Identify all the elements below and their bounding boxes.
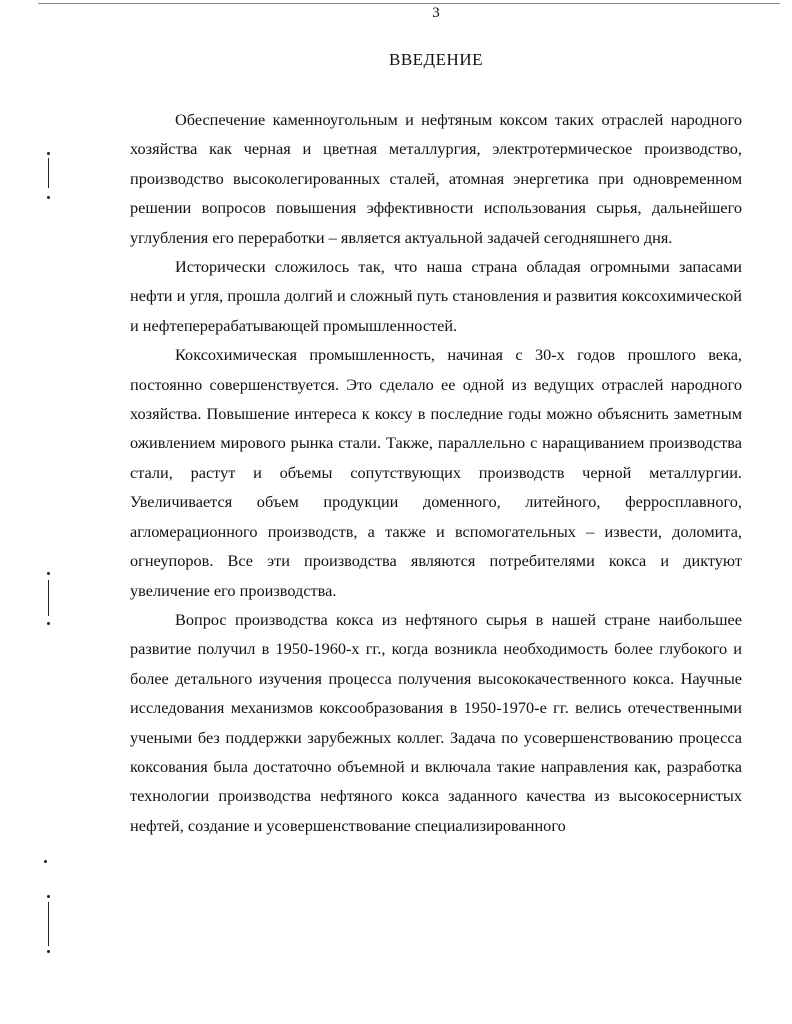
paragraph-2: Исторически сложилось так, что наша страна обладая огромными запасами нефти и угля, прошла долгий и сложный путь становления и развития коксохимической и нефтеперерабатывающей промышленностей. xyxy=(130,257,742,335)
margin-mark-dot xyxy=(44,860,47,863)
margin-mark-dot xyxy=(47,572,50,575)
margin-mark-line xyxy=(48,580,49,616)
margin-mark-dot xyxy=(47,950,50,953)
margin-mark-line xyxy=(48,158,49,188)
page-heading: ВВЕДЕНИЕ xyxy=(389,50,483,69)
body-text xyxy=(130,105,742,840)
paragraph-3: Коксохимическая промышленность, начиная с 30-х годов прошлого века, постоянно совершенствуется. Это сделало ее одной из ведущих отраслей народного хозяйства. Повышение интереса к коксу в последние годы можно объяснить заметным оживлением мирового рынка стали. Также, параллельно с наращиванием производства стали, растут и объемы сопутствующих производств черной металлургии. Увеличивается объем продукции доменного, литейного, ферросплавного, агломерационного производств, а также и вспомогательных – извести, доломита, огнеупоров. Все эти производства являются потребителями кокса и диктуют увеличение его производства. xyxy=(130,345,742,600)
paragraph-1: Обеспечение каменноугольным и нефтяным коксом таких отраслей народного хозяйства как черная и цветная металлургия, электротермическое производство, производство высоколегированных сталей, атомная энергетика при одновременном решении вопросов повышения эффективности использования сырья, дальнейшего углубления его переработки – является актуальной задачей сегодняшнего дня. xyxy=(130,110,742,247)
margin-mark-dot xyxy=(47,152,50,155)
margin-mark-line xyxy=(48,902,49,946)
margin-mark-dot xyxy=(47,196,50,199)
margin-mark-dot xyxy=(47,895,50,898)
margin-mark-dot xyxy=(47,622,50,625)
page-number: 3 xyxy=(432,5,440,21)
paragraph-4: Вопрос производства кокса из нефтяного сырья в нашей стране наибольшее развитие получил в 1950-1960-х гг., когда возникла необходимость более глубокого и более детального изучения процесса получения высококачественного кокса. Научные исследования механизмов коксообразования в 1950-1970-е гг. велись отечественными учеными без поддержки зарубежных коллег. Задача по усовершенствованию процесса коксования была достаточно объемной и включала такие направления как, разработка технологии производства нефтяного кокса заданного качества из высокосернистых нефтей, создание и усовершенствование специализированного xyxy=(130,609,742,835)
top-rule xyxy=(38,3,780,4)
